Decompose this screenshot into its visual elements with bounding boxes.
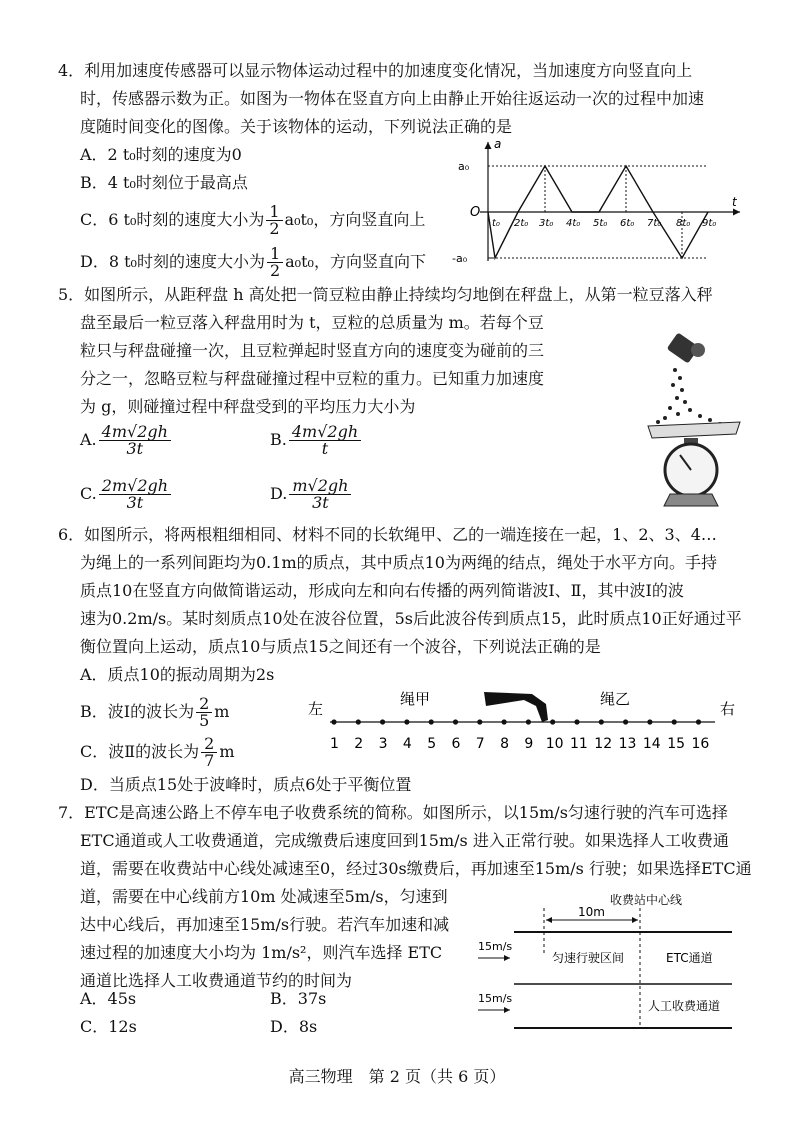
q4-half-fraction-c: $\frac{1}{2}$ <box>266 204 282 237</box>
rope-point <box>526 719 531 724</box>
scale-pan <box>648 422 740 438</box>
q4-x-axis-label: t <box>732 195 737 209</box>
q6-rope-points <box>330 719 709 752</box>
q6-stem-line-2: 为绳上的一系列间距均为0.1m的质点，其中质点10为两绳的结点，绳处于水平方向。手持 <box>80 553 717 572</box>
rope-point <box>623 719 628 724</box>
q7-stem-line-7: 通道比选择人工收费通道节约的时间为 <box>80 971 353 990</box>
q5-option-c: C. $\frac{2m√2gh}{3t}$ <box>80 478 173 511</box>
q6-right-label: 右 <box>720 700 736 718</box>
rope-point-label: 1 <box>330 736 339 752</box>
q5-option-a: A. $\frac{4m√2gh}{3t}$ <box>80 424 173 457</box>
rope-point-label: 10 <box>545 736 564 752</box>
q7-option-d: D．8s <box>270 1017 318 1036</box>
q7-speed-bottom-label: 15m/s <box>478 992 513 1005</box>
rope-point <box>380 719 385 724</box>
q7-manual-lane-label: 人工收费通道 <box>648 999 721 1013</box>
rope-point-label: 11 <box>570 736 588 752</box>
q6-left-label: 左 <box>308 700 324 718</box>
q7-speed-top-label: 15m/s <box>478 940 513 953</box>
q5-option-b: B. $\frac{4m√2gh}{t}$ <box>270 424 363 457</box>
q4-stem-line-1: 4．利用加速度传感器可以显示物体运动过程中的加速度变化情况，当加速度方向竖直向上 <box>58 61 693 80</box>
q7-zone-label: 匀速行驶区间 <box>552 951 625 965</box>
rope-point-label: 5 <box>427 736 437 752</box>
rope-point-label: 4 <box>402 736 412 752</box>
q6-stem-line-1: 6．如图所示，将两根粗细相同、材料不同的长软绳甲、乙的一端连接在一起，1、2、3、4… <box>58 525 717 544</box>
q4-stem-line-3: 度随时间变化的图像。关于该物体的运动，下列说法正确的是 <box>80 117 513 136</box>
rope-point <box>453 719 458 724</box>
rope-point <box>404 719 409 724</box>
tick-9t0: 9t₀ <box>702 218 717 229</box>
q6-option-c: C．波Ⅱ的波长为 $\frac{2}{7}$ m <box>80 734 235 770</box>
rope-point <box>429 719 434 724</box>
q7-center-line-label: 收费站中心线 <box>610 893 683 907</box>
q7-stem-line-1: 7．ETC是高速公路上不停车电子收费系统的简称。如图所示，以15m/s匀速行驶的汽车可选择 <box>58 803 728 822</box>
tick-4t0: 4t₀ <box>566 218 581 229</box>
q6-option-a: A．质点10的振动周期为2s <box>80 665 275 684</box>
scale-base <box>664 494 718 506</box>
q7-distance-label: 10m <box>578 905 605 919</box>
rope-point-label: 16 <box>691 736 710 752</box>
q4-option-a: A．2 t₀时刻的速度为0 <box>80 145 242 164</box>
q7-stem-line-4: 道，需要在中心线前方10m 处减速至5m/s，匀速到 <box>80 887 448 906</box>
q6-option-d: D．当质点15处于波峰时，质点6处于平衡位置 <box>80 775 412 794</box>
q5-stem-line-3: 粒只与秤盘碰撞一次，且豆粒弹起时竖直方向的速度变为碰前的三 <box>80 341 545 360</box>
rope-point <box>356 719 361 724</box>
q5-stem-line-1: 5．如图所示，从距秤盘 h 高处把一筒豆粒由静止持续均匀地倒在秤盘上，从第一粒豆落入秤 <box>58 285 713 304</box>
rope-point <box>502 719 507 724</box>
q5-stem-line-4: 分之一，忽略豆粒与秤盘碰撞过程中豆粒的重力。已知重力加速度 <box>80 369 545 388</box>
rope-point-label: 12 <box>594 736 613 752</box>
falling-beans <box>656 368 722 426</box>
bean-canister-icon <box>667 332 705 363</box>
q6-rope-b-label: 绳乙 <box>600 690 631 708</box>
q7-stem-line-2: ETC通道或人工收费通道，完成缴费后速度回到15m/s 进入正常行驶。如果选择人工收费通 <box>80 831 729 850</box>
q6-stem-line-5: 衡位置向上运动，质点10与质点15之间还有一个波谷，下列说法正确的是 <box>80 637 601 656</box>
q7-option-b: B．37s <box>270 989 327 1008</box>
tick-8t0: 8t₀ <box>676 218 691 229</box>
q4-neg-a0-label: -a₀ <box>452 252 468 265</box>
page-footer: 高三物理 第 2 页（共 6 页） <box>288 1067 506 1086</box>
q4-y-axis-label: a <box>494 137 502 151</box>
rope-point-label: 6 <box>451 736 461 752</box>
rope-point-label: 7 <box>475 736 485 752</box>
q4-option-d: D．8 t₀时刻的速度大小为 $\frac{1}{2}$ a₀t₀，方向竖直向下 <box>80 244 426 280</box>
tick-t0: t₀ <box>492 218 500 229</box>
q5-option-d: D. $\frac{m√2gh}{3t}$ <box>270 478 353 511</box>
q6-stem-line-3: 质点10在竖直方向做简谐运动，形成向左和向右传播的两列简谐波Ⅰ、Ⅱ，其中波Ⅰ的波 <box>80 581 684 600</box>
rope-point <box>477 719 482 724</box>
q4-pos-a0-label: a₀ <box>458 160 470 173</box>
q7-etc-lane-label: ETC通道 <box>666 951 713 965</box>
q5-stem-line-5: 为 g，则碰撞过程中秤盘受到的平均压力大小为 <box>80 397 416 416</box>
rope-point <box>599 719 604 724</box>
rope-point-label: 8 <box>500 736 510 752</box>
rope-point <box>550 719 555 724</box>
hand-icon <box>484 692 548 722</box>
rope-point <box>331 719 336 724</box>
q5-scale-illustration <box>640 330 750 510</box>
q7-stem-line-5: 达中心线后，再加速至15m/s行驶。若汽车加速和减 <box>80 915 450 934</box>
rope-point-label: 2 <box>354 736 364 752</box>
q4-tick-labels <box>492 218 716 229</box>
rope-point-label: 14 <box>642 736 661 752</box>
q6-option-b: B．波Ⅰ的波长为 $\frac{2}{5}$ m <box>80 694 230 730</box>
tick-3t0: 3t₀ <box>539 218 554 229</box>
q4-origin-label: O <box>470 205 481 220</box>
q7-option-a: A．45s <box>80 989 137 1008</box>
q7-stem-line-6: 速过程的加速度大小均为 1m/s²，则汽车选择 ETC <box>80 943 443 962</box>
rope-point-label: 9 <box>524 736 534 752</box>
tick-7t0: 7t₀ <box>647 218 662 229</box>
q5-stem-line-2: 盘至最后一粒豆落入秤盘用时为 t，豆粒的总质量为 m。若每个豆 <box>80 313 544 332</box>
q7-toll-figure <box>470 888 750 1036</box>
rope-point <box>647 719 652 724</box>
q6-rope-a-label: 绳甲 <box>400 690 431 708</box>
rope-point <box>574 719 579 724</box>
q4-acceleration-graph <box>440 136 750 266</box>
q4-option-c: C．6 t₀时刻的速度大小为 $\frac{1}{2}$ a₀t₀，方向竖直向上 <box>80 202 426 238</box>
tick-5t0: 5t₀ <box>593 218 608 229</box>
q4-option-b: B．4 t₀时刻位于最高点 <box>80 173 248 192</box>
q7-option-c: C．12s <box>80 1017 137 1036</box>
q6-rope-figure <box>300 684 750 754</box>
q6-stem-line-4: 速为0.2m/s。某时刻质点10处在波谷位置，5s后此波谷传到质点15，此时质点10正好通过平 <box>80 609 742 628</box>
rope-point-label: 15 <box>667 736 686 752</box>
q4-half-fraction-d: $\frac{1}{2}$ <box>267 246 283 279</box>
q7-stem-line-3: 道，需要在收费站中心线处减速至0，经过30s缴费后，再加速至15m/s 行驶；如果选择ETC通 <box>80 859 752 878</box>
q4-stem-line-2: 时，传感器示数为正。如图为一物体在竖直方向上由静止开始往返运动一次的过程中加速 <box>80 89 705 108</box>
rope-point <box>696 719 701 724</box>
rope-point-label: 13 <box>618 736 637 752</box>
rope-point <box>672 719 677 724</box>
tick-2t0: 2t₀ <box>514 218 529 229</box>
tick-6t0: 6t₀ <box>620 218 635 229</box>
rope-point-label: 3 <box>378 736 388 752</box>
